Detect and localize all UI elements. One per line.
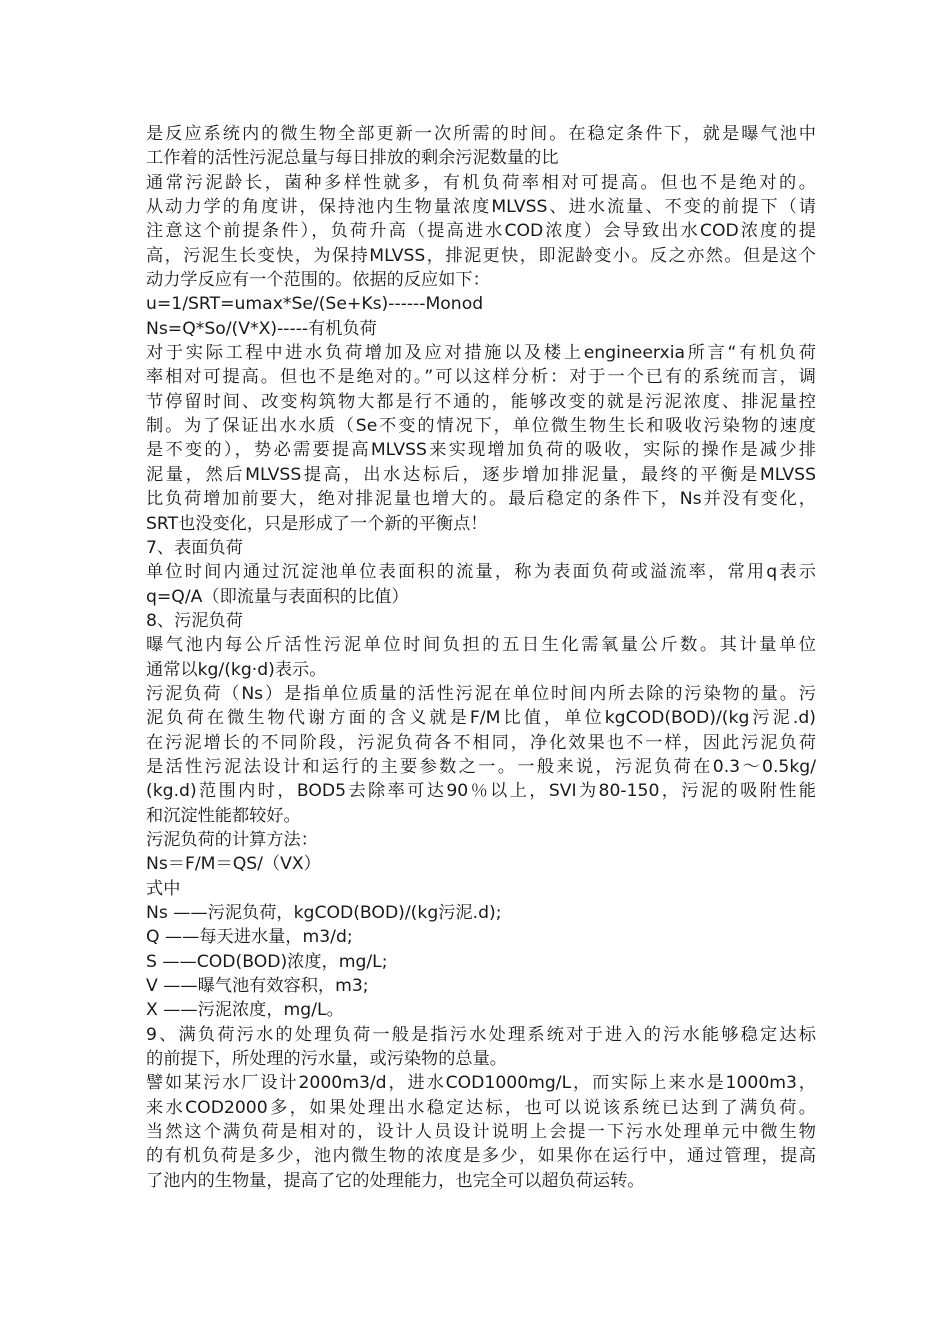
- text-line: 节停留时间、改变构筑物大都是行不通的，能够改变的就是污泥浓度、排泥量控: [146, 391, 816, 412]
- text-line: Ns＝F/M＝QS/（VX）: [146, 854, 321, 875]
- text-line: 8、污泥负荷: [146, 610, 243, 631]
- text-line: 从动力学的角度讲，保持池内生物量浓度MLVSS、进水流量、不变的前提下（请: [146, 197, 816, 218]
- text-line: 式中: [146, 878, 181, 899]
- text-line: 高，污泥生长变快，为保持MLVSS，排泥更快，即泥龄变小。反之亦然。但是这个: [146, 245, 816, 266]
- text-line: Q ——每天进水量，m3/d;: [146, 927, 353, 948]
- text-line: 来水COD2000多，如果处理出水稳定达标，也可以说该系统已达到了满负荷。: [146, 1097, 816, 1118]
- text-line: Ns=Q*So/(V*X)-----有机负荷: [146, 318, 377, 339]
- text-line: 对于实际工程中进水负荷增加及应对措施以及楼上engineerxia所言“有机负荷: [146, 343, 816, 364]
- text-line: 污泥负荷（Ns）是指单位质量的活性污泥在单位时间内所去除的污染物的量。污: [146, 683, 816, 704]
- text-line: 泥负荷在微生物代谢方面的含义就是F/M比值，单位kgCOD(BOD)/(kg污泥.d): [146, 708, 816, 729]
- text-line: 是不变的），势必需要提高MLVSS来实现增加负荷的吸收，实际的操作是减少排: [146, 440, 816, 461]
- text-line: 通常以kg/(kg·d)表示。: [146, 659, 327, 680]
- text-line: (kg.d)范围内时，BOD5去除率可达90％以上，SVI为80-150，污泥的吸附性能: [146, 781, 816, 802]
- text-line: 当然这个满负荷是相对的，设计人员设计说明上会提一下污水处理单元中微生物: [146, 1122, 816, 1143]
- document-body: [146, 122, 816, 1193]
- text-line: X ——污泥浓度，mg/L。: [146, 1000, 344, 1021]
- text-line: 9、满负荷污水的处理负荷一般是指污水处理系统对于进入的污水能够稳定达标: [146, 1024, 816, 1045]
- text-line: 是反应系统内的微生物全部更新一次所需的时间。在稳定条件下，就是曝气池中: [146, 124, 816, 144]
- text-line: 了池内的生物量，提高了它的处理能力，也完全可以超负荷运转。: [146, 1170, 645, 1191]
- text-line: 譬如某污水厂设计2000m3/d，进水COD1000mg/L，而实际上来水是1000m3，: [146, 1073, 816, 1094]
- text-line: 污泥负荷的计算方法：: [146, 829, 318, 850]
- text-line: q=Q/A（即流量与表面积的比值）: [146, 586, 409, 607]
- text-line: Ns ——污泥负荷，kgCOD(BOD)/(kg污泥.d);: [146, 903, 502, 923]
- text-line: 曝气池内每公斤活性污泥单位时间负担的五日生化需氧量公斤数。其计量单位: [146, 635, 816, 656]
- text-line: 率相对可提高。但也不是绝对的。”可以这样分析：对于一个已有的系统而言，调: [146, 367, 816, 388]
- text-line: 单位时间内通过沉淀池单位表面积的流量，称为表面负荷或溢流率，常用q表示: [146, 562, 816, 583]
- text-line: 通常污泥龄长，菌种多样性就多，有机负荷率相对可提高。但也不是绝对的。: [146, 172, 816, 193]
- text-line: 动力学反应有一个范围的。依据的反应如下：: [146, 270, 490, 291]
- text-line: 工作着的活性污泥总量与每日排放的剩余污泥数量的比: [146, 148, 559, 169]
- text-line: 泥量，然后MLVSS提高，出水达标后，逐步增加排泥量，最终的平衡是MLVSS: [146, 464, 816, 485]
- text-line: 7、表面负荷: [146, 537, 243, 558]
- text-line: 在污泥增长的不同阶段，污泥负荷各不相同，净化效果也不一样，因此污泥负荷: [146, 732, 816, 753]
- text-line: V ——曝气池有效容积，m3;: [146, 976, 369, 997]
- text-line: 比负荷增加前要大，绝对排泥量也增大的。最后稳定的条件下，Ns并没有变化，: [146, 489, 816, 510]
- text-line: 的有机负荷是多少，池内微生物的浓度是多少，如果你在运行中，通过管理，提高: [146, 1146, 816, 1167]
- text-line: 和沉淀性能都较好。: [146, 805, 301, 826]
- text-line: 的前提下，所处理的污水量，或污染物的总量。: [146, 1049, 507, 1070]
- text-line: 是活性污泥法设计和运行的主要参数之一。一般来说，污泥负荷在0.3～0.5kg/: [146, 756, 816, 777]
- text-line: 制。为了保证出水水质（Se不变的情况下，单位微生物生长和吸收污染物的速度: [146, 416, 816, 437]
- text-line: u=1/SRT=umax*Se/(Se+Ks)------Monod: [146, 294, 484, 315]
- text-line: SRT也没变化，只是形成了一个新的平衡点！: [146, 513, 488, 534]
- text-line: 注意这个前提条件），负荷升高（提高进水COD浓度）会导致出水COD浓度的提: [146, 221, 816, 242]
- text-line: S ——COD(BOD)浓度，mg/L;: [146, 951, 388, 972]
